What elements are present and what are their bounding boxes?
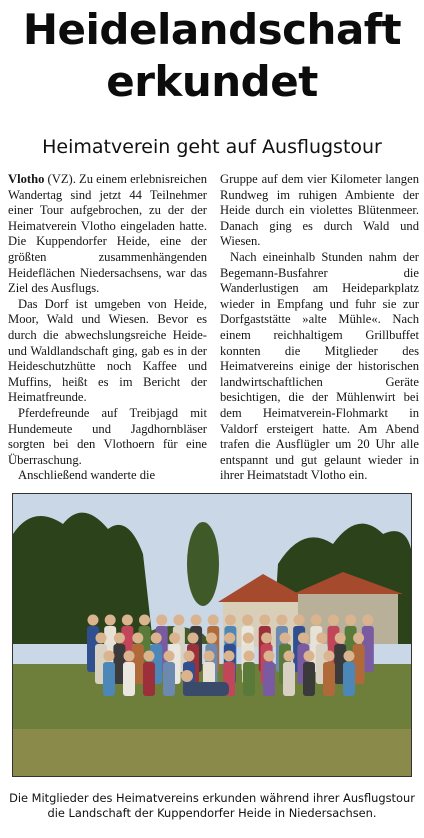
dateline-source: (VZ). [44, 172, 80, 186]
photo-person-head [362, 615, 373, 626]
photo-person-head [124, 651, 135, 662]
photo-person-seated [183, 682, 229, 696]
article-column-left [8, 172, 207, 484]
article-paragraph: Anschließend wanderte die [18, 468, 156, 483]
photo-person-body [123, 662, 135, 696]
group-photo [12, 493, 412, 777]
photo-person-head [259, 615, 270, 626]
photo-person-head [225, 615, 236, 626]
photo-person-head [139, 615, 150, 626]
photo-caption: Die Mitglieder des Heimatvereins erkunden während ihrer Ausflugstour die Landschaft der Kuppendorfer Heide in Niedersachsen. [9, 791, 415, 820]
photo-person-body [243, 662, 255, 696]
article-subheadline: Heimatverein geht auf Ausflugstour [42, 136, 382, 158]
photo-person-body [303, 662, 315, 696]
photo-person-head [243, 633, 254, 644]
photo-person-head [280, 633, 291, 644]
photo-person-head [88, 615, 99, 626]
photo-person-head [276, 615, 287, 626]
photo-person-head [164, 651, 175, 662]
article-paragraph: Gruppe auf dem vier Kilometer langen Rundweg im ruhigen Ambiente der Heide durch ein violettes Blütenmeer. Danach ging es durch Wald und Wiesen. [220, 172, 419, 249]
paragraph-text: Zu einem erlebnisreichen Wandertag sind jetzt 44 Teilnehmer einer Tour aufgebrochen, zu der der Heimatverein Vlotho eingeladen hatte. Die Kuppendorfer Heide, eine der größten zusammenhängenden Heideflächen Niedersachsens, war das Ziel des Ausflugs. [8, 172, 207, 296]
photo-person-head [208, 615, 219, 626]
article-headline [0, 4, 424, 108]
photo-person-head [304, 651, 315, 662]
photo-person-body [103, 662, 115, 696]
photo-person-head [206, 633, 217, 644]
photo-person-head [184, 651, 195, 662]
photo-person-head [156, 615, 167, 626]
photo-person-head [169, 633, 180, 644]
headline-line-2: erkundet [106, 57, 318, 106]
photo-person-head [224, 633, 235, 644]
photo-person-head [188, 633, 199, 644]
photo-person-body [263, 662, 275, 696]
photo-person-head [114, 633, 125, 644]
photo-person-body [163, 662, 175, 696]
photo-person-head [324, 651, 335, 662]
photo-person-head [96, 633, 107, 644]
photo-person-head [316, 633, 327, 644]
photo-person-head [298, 633, 309, 644]
article-paragraph: Pferdefreunde auf Treibjagd mit Hundemeute und Jagdhornbläser sorgten bei den Vlothoern für eine Überraschung. [8, 405, 207, 467]
photo-person-head [204, 651, 215, 662]
photo-ground [13, 729, 411, 776]
article-paragraph [8, 172, 207, 297]
photo-person-head [344, 651, 355, 662]
photo-person-body [343, 662, 355, 696]
photo-person-head [335, 633, 346, 644]
article-paragraph: Das Dorf ist umgeben von Heide, Moor, Wald und Wiesen. Bevor es durch die abwechslungsreiche Heide- und Waldlandschaft ging, gab es in der Heideschutzhütte noch Kaffee und Muffins, heißt es im Bericht der Heimatfreunde. [8, 296, 207, 405]
photo-person-body [323, 662, 335, 696]
photo-person-head [151, 633, 162, 644]
article-column-right [220, 172, 419, 484]
article-paragraph: Nach eineinhalb Stunden nahm der Begemann-Busfahrer die Wanderlustigen am Heideparkplatz wieder in Empfang und fuhr sie zur Dorfgaststätte »alte Mühle«. Nach einem reichhaltigem Grillbuffet konnten die Mitglieder des Heimatvereins einige der historischen landwirtschaftlichen Geräte besichtigen, die der Mühlenwirt bei dem Heimatverein-Flohmarkt in Valdorf ersteigert hatte. Am Abend trafen die Ausflügler um 20 Uhr alle entspannt und gut gelaunt wieder in ihrer Heimatstadt Vlotho ein. [220, 249, 419, 483]
photo-person-head [244, 651, 255, 662]
photo-person-head [353, 633, 364, 644]
photo-person-seated-head [181, 670, 193, 682]
headline-line-1: Heidelandschaft [22, 5, 402, 54]
photo-person-head [122, 615, 133, 626]
photo-person-head [311, 615, 322, 626]
photo-person-head [144, 651, 155, 662]
photo-person-body [283, 662, 295, 696]
photo-person-head [242, 615, 253, 626]
photo-person-head [224, 651, 235, 662]
photo-person-head [294, 615, 305, 626]
photo-person-head [284, 651, 295, 662]
photo-person-head [264, 651, 275, 662]
photo-person-head [173, 615, 184, 626]
photo-person-body [143, 662, 155, 696]
photo-person-head [328, 615, 339, 626]
group-photo-illustration [13, 494, 411, 776]
photo-person-head [105, 615, 116, 626]
photo-person-head [191, 615, 202, 626]
photo-topiary-tree [187, 522, 219, 606]
photo-person-head [104, 651, 115, 662]
photo-person-head [132, 633, 143, 644]
photo-person-head [345, 615, 356, 626]
photo-person-head [261, 633, 272, 644]
dateline-place: Vlotho [8, 172, 45, 186]
